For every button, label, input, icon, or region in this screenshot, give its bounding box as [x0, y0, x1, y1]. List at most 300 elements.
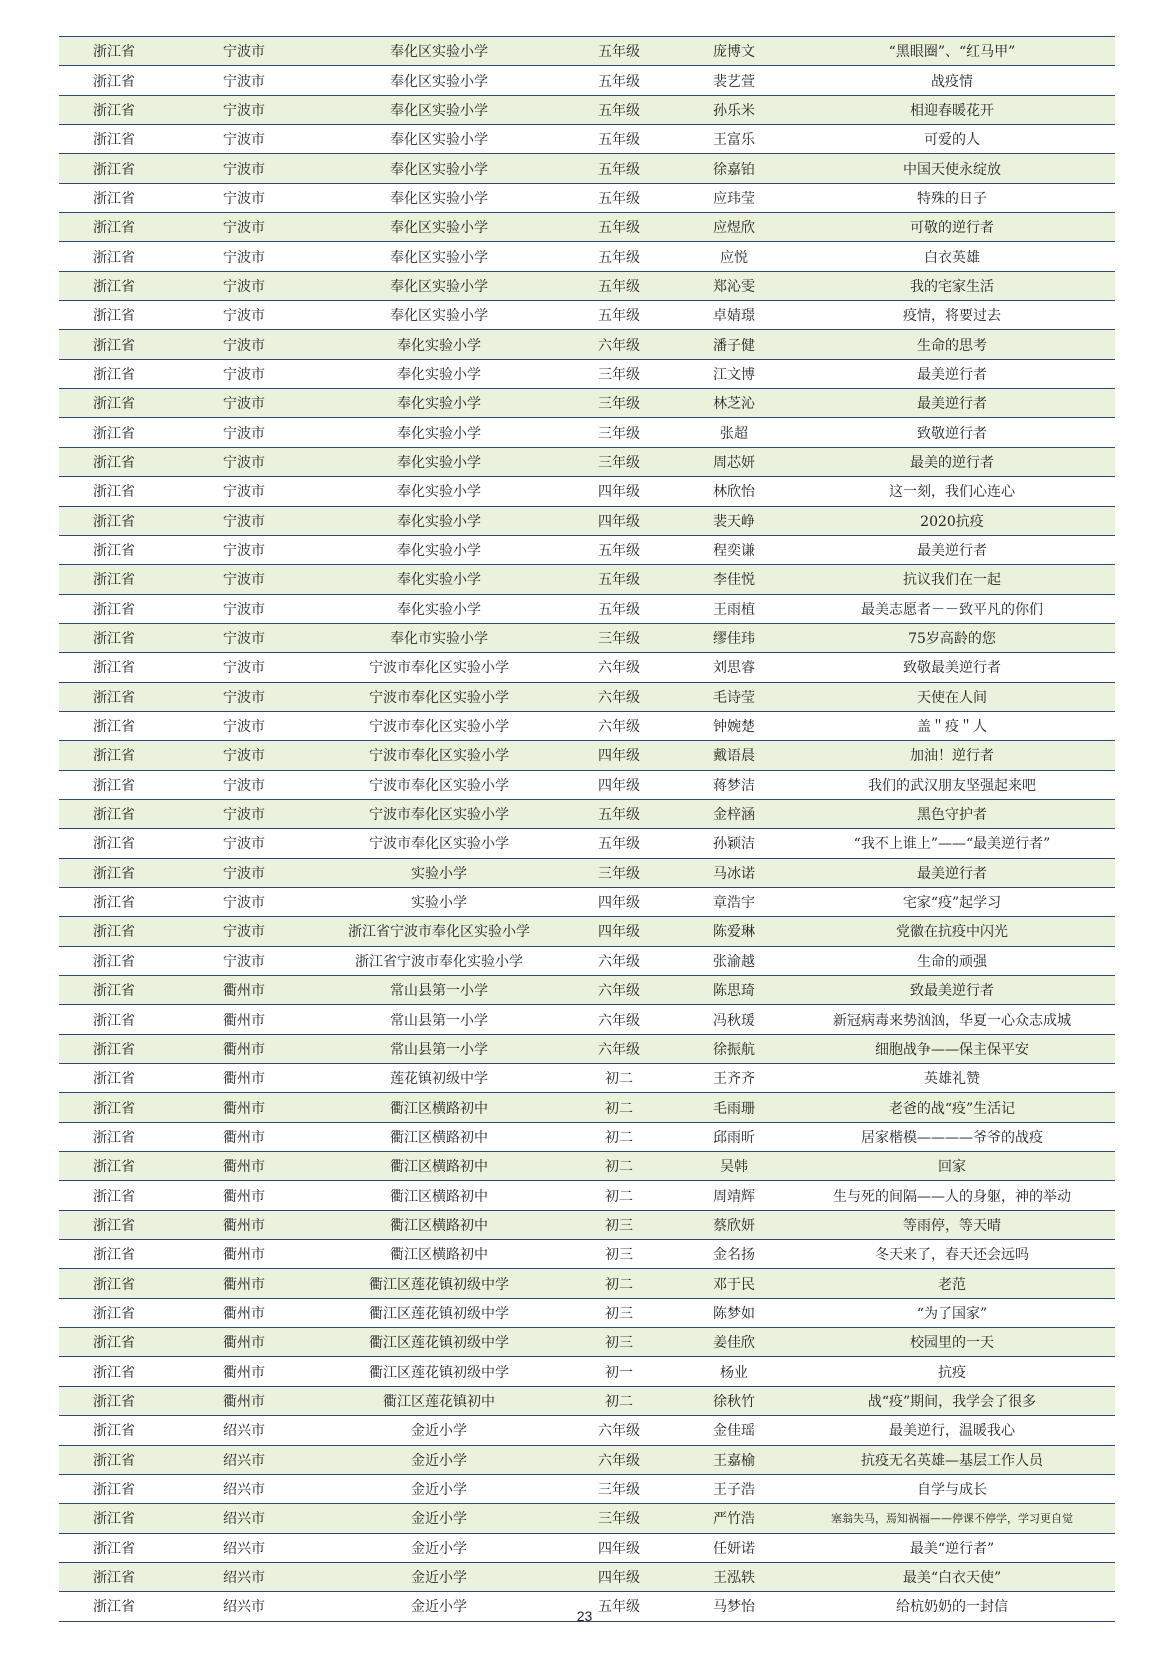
title-cell: 抗疫 — [789, 1357, 1115, 1386]
city-cell: 衢州市 — [169, 1269, 319, 1298]
city-cell: 宁波市 — [169, 506, 319, 535]
province-cell: 浙江省 — [59, 1034, 169, 1063]
province-cell: 浙江省 — [59, 242, 169, 271]
province-cell: 浙江省 — [59, 565, 169, 594]
province-cell: 浙江省 — [59, 1416, 169, 1445]
province-cell: 浙江省 — [59, 1386, 169, 1415]
city-cell: 宁波市 — [169, 594, 319, 623]
school-cell: 常山县第一小学 — [319, 1005, 559, 1034]
school-cell: 宁波市奉化区实验小学 — [319, 741, 559, 770]
student-name-cell: 张超 — [679, 418, 789, 447]
school-cell: 奉化实验小学 — [319, 330, 559, 359]
grade-cell: 六年级 — [559, 682, 679, 711]
province-cell: 浙江省 — [59, 1152, 169, 1181]
school-cell: 奉化区实验小学 — [319, 125, 559, 154]
title-cell: 最美志愿者－－致平凡的你们 — [789, 594, 1115, 623]
city-cell: 宁波市 — [169, 213, 319, 242]
table-row — [59, 1562, 1115, 1591]
student-name-cell: 马冰诺 — [679, 858, 789, 887]
student-name-cell: 周靖辉 — [679, 1181, 789, 1210]
title-cell: 加油！逆行者 — [789, 741, 1115, 770]
school-cell: 奉化实验小学 — [319, 506, 559, 535]
table-row — [59, 1386, 1115, 1415]
province-cell: 浙江省 — [59, 1269, 169, 1298]
student-name-cell: 徐秋竹 — [679, 1386, 789, 1415]
school-cell: 宁波市奉化区实验小学 — [319, 653, 559, 682]
title-cell: 战疫情 — [789, 66, 1115, 95]
table-row — [59, 1445, 1115, 1474]
province-cell: 浙江省 — [59, 770, 169, 799]
student-name-cell: 陈思琦 — [679, 976, 789, 1005]
city-cell: 宁波市 — [169, 271, 319, 300]
school-cell: 奉化区实验小学 — [319, 66, 559, 95]
school-cell: 奉化区实验小学 — [319, 242, 559, 271]
title-cell: 最美“逆行者” — [789, 1533, 1115, 1562]
table-row — [59, 711, 1115, 740]
province-cell: 浙江省 — [59, 1357, 169, 1386]
grade-cell: 五年级 — [559, 1592, 679, 1621]
province-cell: 浙江省 — [59, 154, 169, 183]
grade-cell: 五年级 — [559, 183, 679, 212]
city-cell: 绍兴市 — [169, 1562, 319, 1591]
city-cell: 绍兴市 — [169, 1416, 319, 1445]
student-name-cell: 金名扬 — [679, 1240, 789, 1269]
school-cell: 金近小学 — [319, 1445, 559, 1474]
title-cell: 最美逆行者 — [789, 535, 1115, 564]
grade-cell: 五年级 — [559, 535, 679, 564]
province-cell: 浙江省 — [59, 741, 169, 770]
city-cell: 宁波市 — [169, 183, 319, 212]
province-cell: 浙江省 — [59, 653, 169, 682]
title-cell: 最美逆行者 — [789, 858, 1115, 887]
student-name-cell: 林芝沁 — [679, 389, 789, 418]
table-row — [59, 1122, 1115, 1151]
table-row — [59, 1504, 1115, 1533]
province-cell: 浙江省 — [59, 213, 169, 242]
title-cell: 我们的武汉朋友坚强起来吧 — [789, 770, 1115, 799]
province-cell: 浙江省 — [59, 125, 169, 154]
student-name-cell: 裴天峥 — [679, 506, 789, 535]
title-cell: 细胞战争——保主保平安 — [789, 1034, 1115, 1063]
grade-cell: 五年级 — [559, 37, 679, 66]
table-row — [59, 359, 1115, 388]
table-row — [59, 1240, 1115, 1269]
grade-cell: 三年级 — [559, 1474, 679, 1503]
student-name-cell: 王泓轶 — [679, 1562, 789, 1591]
title-cell: 中国天使永绽放 — [789, 154, 1115, 183]
city-cell: 宁波市 — [169, 682, 319, 711]
title-cell: 抗疫无名英雄—基层工作人员 — [789, 1445, 1115, 1474]
grade-cell: 五年级 — [559, 565, 679, 594]
school-cell: 衢江区莲花镇初级中学 — [319, 1328, 559, 1357]
grade-cell: 六年级 — [559, 653, 679, 682]
province-cell: 浙江省 — [59, 359, 169, 388]
school-cell: 莲花镇初级中学 — [319, 1064, 559, 1093]
grade-cell: 五年级 — [559, 242, 679, 271]
grade-cell: 六年级 — [559, 330, 679, 359]
student-name-cell: 徐嘉铂 — [679, 154, 789, 183]
province-cell: 浙江省 — [59, 946, 169, 975]
title-cell: 最美的逆行者 — [789, 447, 1115, 476]
grade-cell: 四年级 — [559, 770, 679, 799]
student-name-cell: 冯秋瑗 — [679, 1005, 789, 1034]
grade-cell: 三年级 — [559, 359, 679, 388]
city-cell: 宁波市 — [169, 242, 319, 271]
province-cell: 浙江省 — [59, 858, 169, 887]
grade-cell: 五年级 — [559, 829, 679, 858]
province-cell: 浙江省 — [59, 389, 169, 418]
city-cell: 衢州市 — [169, 1181, 319, 1210]
grade-cell: 初二 — [559, 1064, 679, 1093]
table-row — [59, 1474, 1115, 1503]
title-cell: 致敬最美逆行者 — [789, 653, 1115, 682]
student-name-cell: 毛雨珊 — [679, 1093, 789, 1122]
city-cell: 衢州市 — [169, 1093, 319, 1122]
title-cell: 抗议我们在一起 — [789, 565, 1115, 594]
city-cell: 宁波市 — [169, 447, 319, 476]
student-name-cell: 王雨植 — [679, 594, 789, 623]
city-cell: 衢州市 — [169, 1005, 319, 1034]
grade-cell: 四年级 — [559, 741, 679, 770]
grade-cell: 五年级 — [559, 301, 679, 330]
grade-cell: 初三 — [559, 1298, 679, 1327]
city-cell: 绍兴市 — [169, 1504, 319, 1533]
student-name-cell: 刘思睿 — [679, 653, 789, 682]
student-name-cell: 戴语晨 — [679, 741, 789, 770]
province-cell: 浙江省 — [59, 1181, 169, 1210]
table-row — [59, 829, 1115, 858]
school-cell: 奉化实验小学 — [319, 594, 559, 623]
city-cell: 宁波市 — [169, 623, 319, 652]
school-cell: 衢江区横路初中 — [319, 1122, 559, 1151]
city-cell: 宁波市 — [169, 799, 319, 828]
city-cell: 衢州市 — [169, 1357, 319, 1386]
province-cell: 浙江省 — [59, 887, 169, 916]
student-name-cell: 陈梦如 — [679, 1298, 789, 1327]
student-name-cell: 孙颖洁 — [679, 829, 789, 858]
table-row — [59, 271, 1115, 300]
city-cell: 衢州市 — [169, 1298, 319, 1327]
table-row — [59, 477, 1115, 506]
city-cell: 绍兴市 — [169, 1445, 319, 1474]
school-cell: 奉化区实验小学 — [319, 301, 559, 330]
province-cell: 浙江省 — [59, 1445, 169, 1474]
school-cell: 宁波市奉化区实验小学 — [319, 682, 559, 711]
table-row — [59, 330, 1115, 359]
title-cell: 天使在人间 — [789, 682, 1115, 711]
city-cell: 宁波市 — [169, 477, 319, 506]
school-cell: 衢江区横路初中 — [319, 1181, 559, 1210]
city-cell: 宁波市 — [169, 125, 319, 154]
title-cell: 生与死的间隔——人的身躯，神的举动 — [789, 1181, 1115, 1210]
student-name-cell: 章浩宇 — [679, 887, 789, 916]
student-name-cell: 卓婧璟 — [679, 301, 789, 330]
grade-cell: 六年级 — [559, 1034, 679, 1063]
school-cell: 金近小学 — [319, 1592, 559, 1621]
grade-cell: 六年级 — [559, 1416, 679, 1445]
table-row — [59, 1064, 1115, 1093]
city-cell: 宁波市 — [169, 330, 319, 359]
student-name-cell: 潘子健 — [679, 330, 789, 359]
table-row — [59, 506, 1115, 535]
title-cell: 最美“白衣天使” — [789, 1562, 1115, 1591]
school-cell: 衢江区莲花镇初级中学 — [319, 1269, 559, 1298]
title-cell: 等雨停，等天晴 — [789, 1210, 1115, 1239]
student-name-cell: 徐振航 — [679, 1034, 789, 1063]
grade-cell: 五年级 — [559, 213, 679, 242]
grade-cell: 五年级 — [559, 271, 679, 300]
student-name-cell: 林欣怡 — [679, 477, 789, 506]
grade-cell: 初三 — [559, 1328, 679, 1357]
table-row — [59, 1005, 1115, 1034]
title-cell: “黑眼圈”、“红马甲” — [789, 37, 1115, 66]
province-cell: 浙江省 — [59, 66, 169, 95]
city-cell: 宁波市 — [169, 887, 319, 916]
grade-cell: 五年级 — [559, 66, 679, 95]
student-name-cell: 严竹浩 — [679, 1504, 789, 1533]
table-row — [59, 1357, 1115, 1386]
title-cell: 党徽在抗疫中闪光 — [789, 917, 1115, 946]
title-cell: 校园里的一天 — [789, 1328, 1115, 1357]
city-cell: 衢州市 — [169, 1122, 319, 1151]
school-cell: 浙江省宁波市奉化实验小学 — [319, 946, 559, 975]
student-name-cell: 张渝越 — [679, 946, 789, 975]
table-row — [59, 887, 1115, 916]
student-name-cell: 李佳悦 — [679, 565, 789, 594]
title-cell: 最美逆行，温暖我心 — [789, 1416, 1115, 1445]
student-name-cell: 金佳瑶 — [679, 1416, 789, 1445]
school-cell: 实验小学 — [319, 887, 559, 916]
city-cell: 宁波市 — [169, 95, 319, 124]
grade-cell: 三年级 — [559, 389, 679, 418]
table-row — [59, 799, 1115, 828]
school-cell: 衢江区横路初中 — [319, 1152, 559, 1181]
city-cell: 宁波市 — [169, 418, 319, 447]
grade-cell: 三年级 — [559, 418, 679, 447]
student-name-cell: 钟婉楚 — [679, 711, 789, 740]
title-cell: 我的宅家生活 — [789, 271, 1115, 300]
school-cell: 宁波市奉化区实验小学 — [319, 770, 559, 799]
school-cell: 奉化区实验小学 — [319, 213, 559, 242]
table-row — [59, 154, 1115, 183]
student-name-cell: 陈爱琳 — [679, 917, 789, 946]
grade-cell: 四年级 — [559, 477, 679, 506]
province-cell: 浙江省 — [59, 1064, 169, 1093]
province-cell: 浙江省 — [59, 447, 169, 476]
school-cell: 衢江区莲花镇初级中学 — [319, 1357, 559, 1386]
province-cell: 浙江省 — [59, 1562, 169, 1591]
school-cell: 宁波市奉化区实验小学 — [319, 711, 559, 740]
school-cell: 金近小学 — [319, 1474, 559, 1503]
title-cell: 战“疫”期间，我学会了很多 — [789, 1386, 1115, 1415]
city-cell: 衢州市 — [169, 1386, 319, 1415]
school-cell: 金近小学 — [319, 1562, 559, 1591]
student-name-cell: 庞博文 — [679, 37, 789, 66]
table-row — [59, 653, 1115, 682]
title-cell: 75岁高龄的您 — [789, 623, 1115, 652]
grade-cell: 六年级 — [559, 1445, 679, 1474]
title-cell: 相迎春暖花开 — [789, 95, 1115, 124]
school-cell: 奉化实验小学 — [319, 359, 559, 388]
student-name-cell: 周芯妍 — [679, 447, 789, 476]
table-row — [59, 917, 1115, 946]
table-row — [59, 1034, 1115, 1063]
grade-cell: 三年级 — [559, 447, 679, 476]
table-row — [59, 1181, 1115, 1210]
province-cell: 浙江省 — [59, 682, 169, 711]
table-row — [59, 242, 1115, 271]
title-cell: 白衣英雄 — [789, 242, 1115, 271]
page-number: 23 — [576, 1608, 593, 1624]
province-cell: 浙江省 — [59, 506, 169, 535]
student-name-cell: 邓于民 — [679, 1269, 789, 1298]
school-cell: 衢江区莲花镇初级中学 — [319, 1298, 559, 1327]
city-cell: 宁波市 — [169, 741, 319, 770]
grade-cell: 四年级 — [559, 917, 679, 946]
table-row — [59, 1533, 1115, 1562]
grade-cell: 五年级 — [559, 95, 679, 124]
city-cell: 宁波市 — [169, 359, 319, 388]
city-cell: 衢州市 — [169, 1328, 319, 1357]
student-name-cell: 邱雨昕 — [679, 1122, 789, 1151]
province-cell: 浙江省 — [59, 1328, 169, 1357]
province-cell: 浙江省 — [59, 917, 169, 946]
province-cell: 浙江省 — [59, 799, 169, 828]
table-row — [59, 1298, 1115, 1327]
title-cell: 2020抗疫 — [789, 506, 1115, 535]
student-name-cell: 蔡欣妍 — [679, 1210, 789, 1239]
grade-cell: 五年级 — [559, 799, 679, 828]
province-cell: 浙江省 — [59, 1533, 169, 1562]
city-cell: 宁波市 — [169, 535, 319, 564]
student-name-cell: 王子浩 — [679, 1474, 789, 1503]
table-row — [59, 535, 1115, 564]
grade-cell: 四年级 — [559, 1533, 679, 1562]
school-cell: 奉化区实验小学 — [319, 154, 559, 183]
city-cell: 宁波市 — [169, 946, 319, 975]
student-name-cell: 金梓涵 — [679, 799, 789, 828]
grade-cell: 六年级 — [559, 976, 679, 1005]
grade-cell: 三年级 — [559, 1504, 679, 1533]
grade-cell: 初一 — [559, 1357, 679, 1386]
school-cell: 奉化区实验小学 — [319, 271, 559, 300]
school-cell: 奉化实验小学 — [319, 535, 559, 564]
city-cell: 衢州市 — [169, 1064, 319, 1093]
province-cell: 浙江省 — [59, 301, 169, 330]
title-cell: 疫情，将要过去 — [789, 301, 1115, 330]
table-row — [59, 1416, 1115, 1445]
city-cell: 衢州市 — [169, 1034, 319, 1063]
title-cell: 致最美逆行者 — [789, 976, 1115, 1005]
title-cell: “为了国家” — [789, 1298, 1115, 1327]
province-cell: 浙江省 — [59, 1005, 169, 1034]
table-row — [59, 1210, 1115, 1239]
grade-cell: 六年级 — [559, 946, 679, 975]
province-cell: 浙江省 — [59, 1240, 169, 1269]
city-cell: 绍兴市 — [169, 1533, 319, 1562]
province-cell: 浙江省 — [59, 1210, 169, 1239]
city-cell: 宁波市 — [169, 711, 319, 740]
student-name-cell: 郑沁雯 — [679, 271, 789, 300]
school-cell: 奉化区实验小学 — [319, 95, 559, 124]
table-row — [59, 682, 1115, 711]
province-cell: 浙江省 — [59, 1298, 169, 1327]
table-row — [59, 594, 1115, 623]
title-cell: 英雄礼赞 — [789, 1064, 1115, 1093]
school-cell: 实验小学 — [319, 858, 559, 887]
school-cell: 衢江区横路初中 — [319, 1210, 559, 1239]
city-cell: 宁波市 — [169, 154, 319, 183]
school-cell: 宁波市奉化区实验小学 — [319, 829, 559, 858]
city-cell: 宁波市 — [169, 389, 319, 418]
student-name-cell: 蒋梦洁 — [679, 770, 789, 799]
city-cell: 绍兴市 — [169, 1592, 319, 1621]
grade-cell: 四年级 — [559, 506, 679, 535]
school-cell: 奉化实验小学 — [319, 389, 559, 418]
school-cell: 奉化区实验小学 — [319, 37, 559, 66]
province-cell: 浙江省 — [59, 535, 169, 564]
student-name-cell: 王齐齐 — [679, 1064, 789, 1093]
grade-cell: 初三 — [559, 1210, 679, 1239]
student-name-cell: 任妍诺 — [679, 1533, 789, 1562]
student-name-cell: 姜佳欣 — [679, 1328, 789, 1357]
table-row — [59, 1152, 1115, 1181]
province-cell: 浙江省 — [59, 1474, 169, 1503]
province-cell: 浙江省 — [59, 477, 169, 506]
table-row — [59, 1093, 1115, 1122]
title-cell: 冬天来了，春天还会远吗 — [789, 1240, 1115, 1269]
province-cell: 浙江省 — [59, 623, 169, 652]
table-row — [59, 418, 1115, 447]
city-cell: 宁波市 — [169, 653, 319, 682]
city-cell: 衢州市 — [169, 976, 319, 1005]
title-cell: 老范 — [789, 1269, 1115, 1298]
school-cell: 金近小学 — [319, 1533, 559, 1562]
title-cell: 自学与成长 — [789, 1474, 1115, 1503]
student-name-cell: 江文博 — [679, 359, 789, 388]
grade-cell: 五年级 — [559, 594, 679, 623]
province-cell: 浙江省 — [59, 1592, 169, 1621]
school-cell: 衢江区莲花镇初中 — [319, 1386, 559, 1415]
title-cell: 致敬逆行者 — [789, 418, 1115, 447]
province-cell: 浙江省 — [59, 183, 169, 212]
table-row — [59, 389, 1115, 418]
title-cell: 居家楷模————爷爷的战疫 — [789, 1122, 1115, 1151]
table-row — [59, 213, 1115, 242]
province-cell: 浙江省 — [59, 829, 169, 858]
province-cell: 浙江省 — [59, 1093, 169, 1122]
school-cell: 常山县第一小学 — [319, 976, 559, 1005]
title-cell: 盖＂疫＂人 — [789, 711, 1115, 740]
school-cell: 奉化实验小学 — [319, 418, 559, 447]
grade-cell: 六年级 — [559, 1005, 679, 1034]
title-cell: 新冠病毒来势汹汹，华夏一心众志成城 — [789, 1005, 1115, 1034]
title-cell: 这一刻，我们心连心 — [789, 477, 1115, 506]
grade-cell: 初二 — [559, 1122, 679, 1151]
table-row — [59, 858, 1115, 887]
province-cell: 浙江省 — [59, 271, 169, 300]
city-cell: 宁波市 — [169, 301, 319, 330]
title-cell: 可爱的人 — [789, 125, 1115, 154]
title-cell: 宅家“疫”起学习 — [789, 887, 1115, 916]
grade-cell: 初二 — [559, 1181, 679, 1210]
school-cell: 奉化实验小学 — [319, 477, 559, 506]
title-cell: “我不上谁上”——“最美逆行者” — [789, 829, 1115, 858]
title-cell: 可敬的逆行者 — [789, 213, 1115, 242]
table-row — [59, 1328, 1115, 1357]
title-cell: 生命的思考 — [789, 330, 1115, 359]
grade-cell: 初二 — [559, 1269, 679, 1298]
